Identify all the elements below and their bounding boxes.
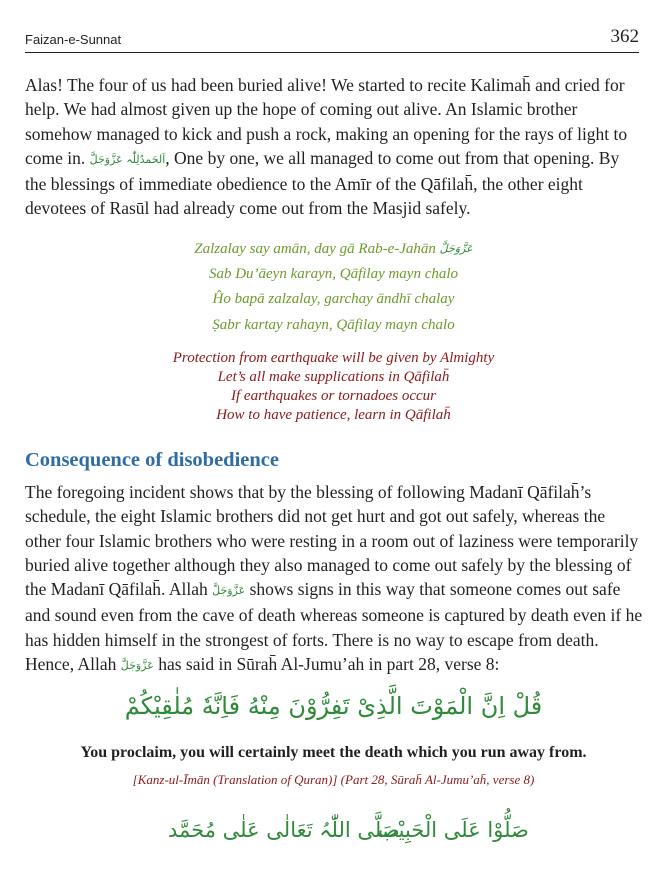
salat-response: صَلَّی اللّٰہُ تَعَالٰی عَلٰی مُحَمَّد bbox=[168, 818, 400, 842]
poem-couplet bbox=[0, 236, 667, 338]
body-text-part-2: shows signs in this way that someone comes out safe and sound even from the cave of death whereas someone is captured by death even if he has hidden himself in the strongest of forts. There is no way to escape from death. Hence, Allah bbox=[25, 579, 643, 675]
body-text-part-3: has said in Sūrah̄ Al-Jumu’ah in part 28, verse 8: bbox=[158, 654, 500, 675]
poem-translation-line: How to have patience, learn in Qāfilah̄ bbox=[216, 407, 451, 423]
poem-translation-line: Let’s all make supplications in Qāfilah̄ bbox=[217, 369, 450, 385]
narrative-text-part-1: Alas! The four of us had been buried alive! We started to recite Kalimah̄ and cried for help. We had almost given up the hope of coming out alive. An Islamic brother somehow managed to kick and push a rock, making an opening for the rays of light to come in. bbox=[25, 75, 628, 168]
poem-line: Zalzalay say amān, day gā Rab-e-Jahān عَزَّوَجَلَّ bbox=[0, 236, 667, 262]
poem-line: Ĥo bapā zalzalay, garchay āndhī chalay bbox=[212, 291, 455, 307]
alhamdulillah-arabic: اَلحَمدُلِلّٰہ عَزَّوَجَلَّ bbox=[89, 152, 166, 166]
azza-wa-jal-arabic: عَزَّوَجَلَّ bbox=[120, 659, 154, 673]
verse-translation: You proclaim, you will certainly meet the death which you run away from. bbox=[80, 744, 587, 761]
page-number: 362 bbox=[610, 26, 639, 47]
poem-line: Ṣabr kartay rahayn, Qāfilay mayn chalo bbox=[212, 316, 455, 333]
book-title: Faizan-e-Sunnat bbox=[25, 32, 122, 47]
salat-invocation: صَلُّوْا عَلَی الْحَبِیْب bbox=[378, 818, 529, 842]
narrative-paragraph bbox=[25, 73, 643, 221]
poem-translation-line: Protection from earthquake will be given by Almighty bbox=[172, 350, 495, 366]
page-header bbox=[25, 26, 639, 53]
narrative-text-part-2: , One by one, we all managed to come out from that opening. By the blessings of immediate obedience to the Amīr of the Qāfilah̄, the other eight devotees of Rasūl had already come out from the Masjid safely. bbox=[25, 147, 620, 219]
verse-reference: [Kanz-ul-Īmān (Translation of Quran)] (Part 28, Sūrah̄ Al-Jumu’ah̄, verse 8) bbox=[132, 772, 535, 787]
body-paragraph bbox=[25, 480, 643, 678]
azza-wa-jal-arabic: عَزَّوَجَلَّ bbox=[439, 242, 473, 255]
poem-translation-line: If earthquakes or tornadoes occur bbox=[231, 388, 436, 404]
poem-line: Sab Du’āeyn karayn, Qāfilay mayn chalo bbox=[208, 265, 459, 282]
section-heading: Consequence of disobedience bbox=[25, 449, 279, 471]
poem-translation bbox=[0, 349, 667, 425]
azza-wa-jal-arabic: عَزَّوَجَلَّ bbox=[212, 584, 246, 598]
quran-verse-arabic: قُلْ اِنَّ الْمَوْتَ الَّذِیْ تَفِرُّوْنَ مِنْهُ فَاِنَّهٗ مُلٰقِیْكُمْ bbox=[124, 692, 543, 720]
body-text-part-1: The foregoing incident shows that by the blessing of following Madanī Qāfilah̄’s schedule, the eight Islamic brothers did not get hurt and got out safely, whereas the other four Islamic brothers who were resting in a room out of laziness were temporarily buried alive together although they also managed to come out safely by the blessing of the Madanī Qāfilah̄. Allah bbox=[25, 482, 639, 600]
